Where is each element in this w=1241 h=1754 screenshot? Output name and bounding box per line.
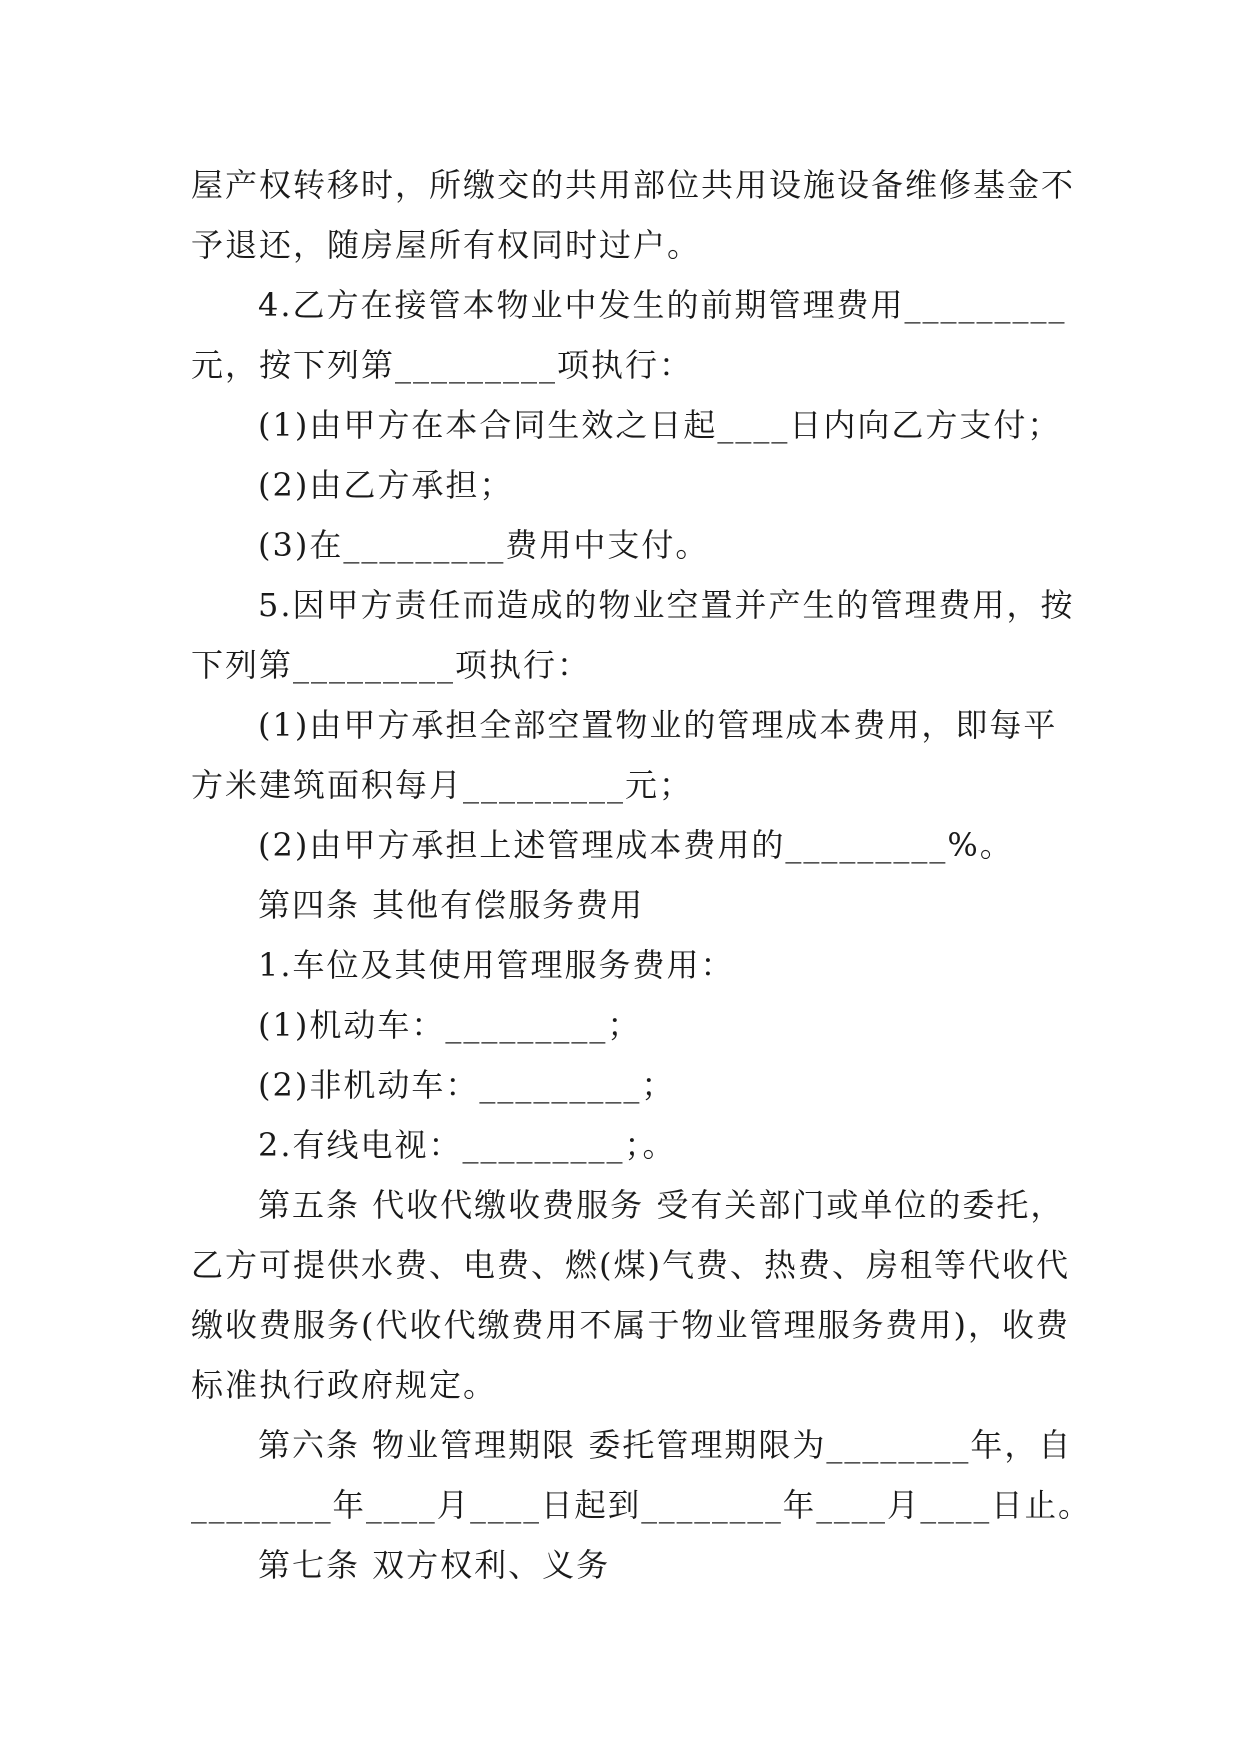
text-line: ________年____月____日起到________年____月____日止。 [191, 1486, 1092, 1524]
text-line: 元，按下列第_________项执行： [191, 346, 694, 384]
section-heading: 第七条 双方权利、义务 [258, 1546, 611, 1584]
text-line: 缴收费服务(代收代缴费用不属于物业管理服务费用)，收费 [191, 1306, 1070, 1344]
section-heading: 第六条 物业管理期限 委托管理期限为________年，自 [258, 1426, 1073, 1464]
text-line: 标准执行政府规定。 [191, 1366, 498, 1404]
text-line: (2)由甲方承担上述管理成本费用的_________%。 [258, 826, 1014, 864]
text-line: 乙方可提供水费、电费、燃(煤)气费、热费、房租等代收代 [191, 1246, 1070, 1284]
text-line: 2.有线电视：_________；。 [258, 1126, 677, 1164]
text-line: 1.车位及其使用管理服务费用： [258, 946, 735, 984]
text-line: 5.因甲方责任而造成的物业空置并产生的管理费用，按 [258, 586, 1075, 624]
text-line: (1)由甲方在本合同生效之日起____日内向乙方支付； [258, 406, 1062, 444]
text-line: (2)由乙方承担； [258, 466, 514, 504]
text-line: (1)由甲方承担全部空置物业的管理成本费用，即每平 [258, 706, 1058, 744]
section-heading: 第五条 代收代缴收费服务 受有关部门或单位的委托， [258, 1186, 1065, 1224]
text-line: 4.乙方在接管本物业中发生的前期管理费用_________ [258, 286, 1067, 324]
text-line: (1)机动车：_________； [258, 1006, 642, 1044]
section-heading: 第四条 其他有偿服务费用 [258, 886, 645, 924]
text-line: (2)非机动车：_________； [258, 1066, 676, 1104]
text-line: 屋产权转移时，所缴交的共用部位共用设施设备维修基金不 [191, 166, 1076, 204]
text-line: 方米建筑面积每月_________元； [191, 766, 694, 804]
text-line: (3)在_________费用中支付。 [258, 526, 710, 564]
text-line: 下列第_________项执行： [191, 646, 592, 684]
text-line: 予退还，随房屋所有权同时过户。 [191, 226, 702, 264]
